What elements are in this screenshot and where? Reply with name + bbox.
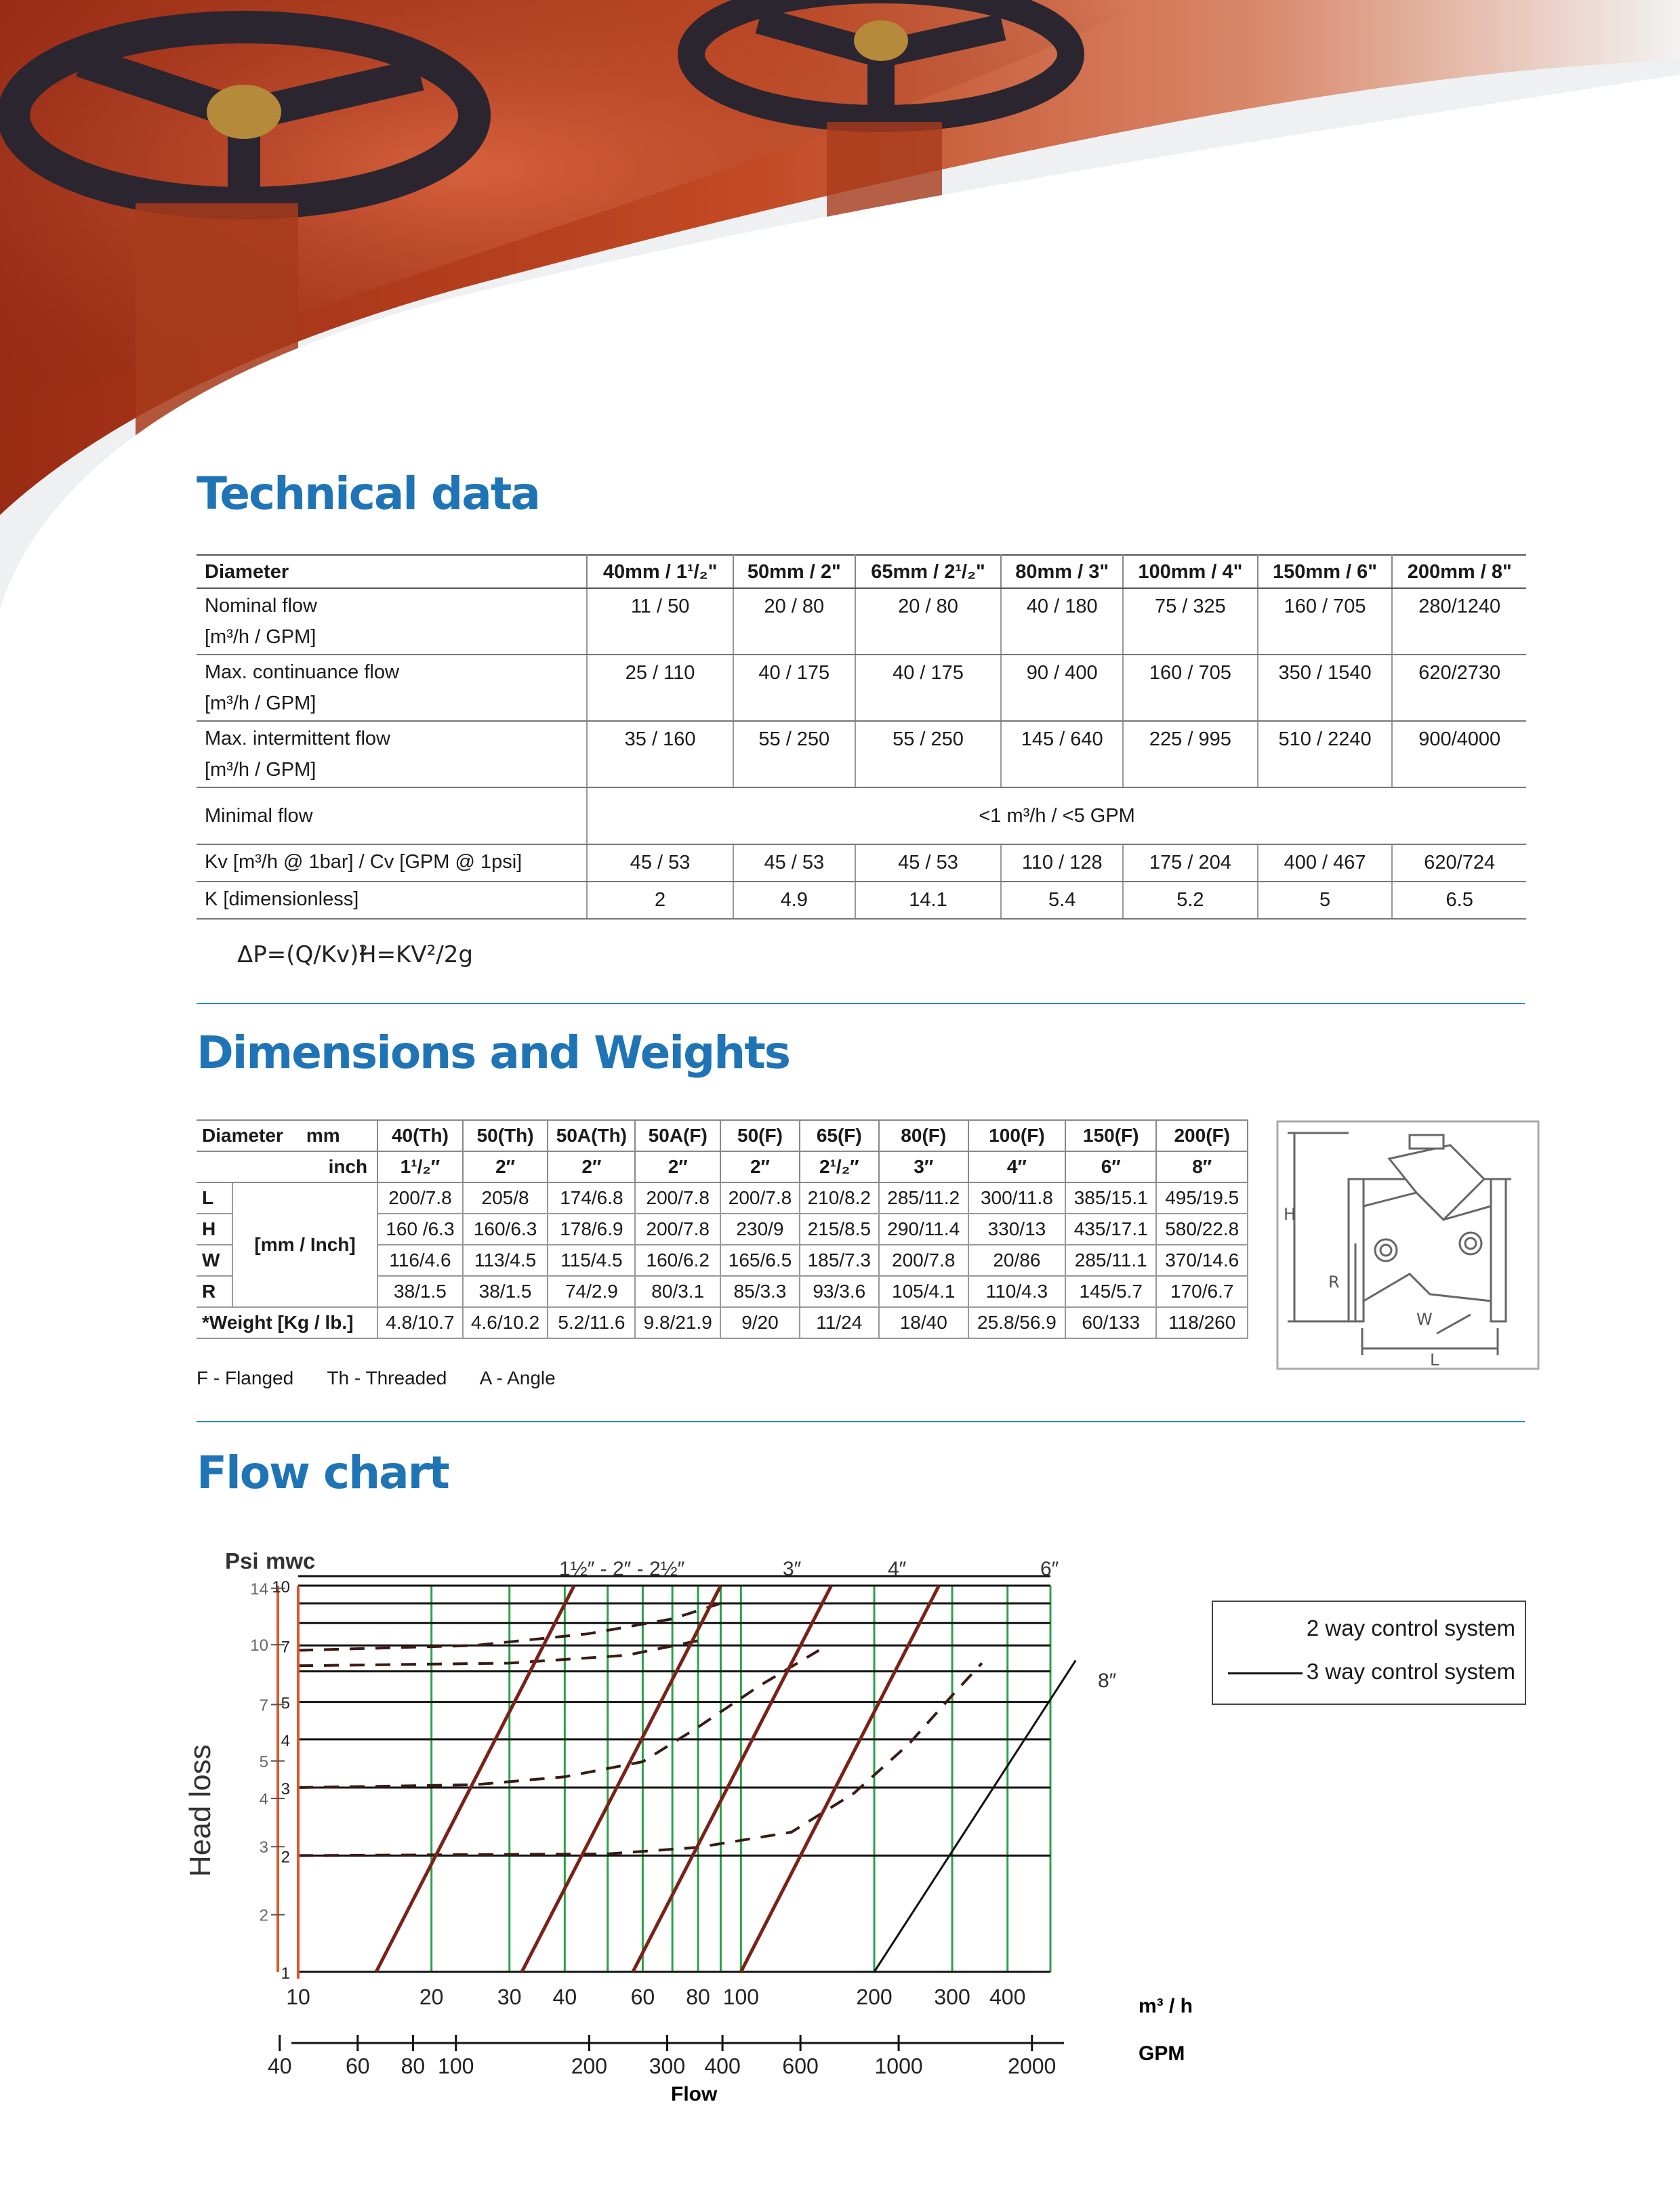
m3h-tick-label: 10 (286, 1985, 310, 2009)
header-cell: 8″ (1156, 1151, 1248, 1182)
table-cell: 116/4.6 (377, 1245, 463, 1276)
table-cell: 160/6.3 (463, 1214, 548, 1245)
row-unit: [m³/h / GPM] (205, 693, 316, 714)
table-cell: 9/20 (720, 1307, 800, 1338)
formula-h: H=KV²/2g (359, 941, 473, 968)
dimension-h-label: H (1284, 1205, 1296, 1224)
table-cell: 620/2730 (1392, 655, 1526, 721)
header-cell: 50mm / 2" (733, 555, 855, 588)
chart-legend (1212, 1601, 1526, 1705)
header-cell: 2″ (463, 1151, 548, 1182)
table-row (197, 588, 1526, 655)
table-cell: 115/4.5 (548, 1245, 635, 1276)
row-label: Max. intermittent flow (205, 728, 390, 749)
table-cell: 4.9 (733, 882, 855, 919)
table-cell: 25 / 110 (587, 655, 733, 721)
table-cell: 38/1.5 (463, 1276, 548, 1307)
header-cell: 2″ (548, 1151, 635, 1182)
table-cell: 45 / 53 (855, 844, 1002, 882)
row-unit: [m³/h / GPM] (205, 759, 316, 781)
table-cell: 185/7.3 (800, 1245, 879, 1276)
technical-data-table (197, 554, 1526, 920)
note-threaded: Th - Threaded (327, 1367, 447, 1388)
table-cell: 620/724 (1392, 844, 1526, 882)
header-cell: 150(F) (1065, 1120, 1156, 1151)
header-cell: 200(F) (1156, 1120, 1248, 1151)
table-cell: 113/4.5 (463, 1245, 548, 1276)
gpm-tick-label: 80 (401, 2054, 426, 2078)
diameter-label: Diameter (202, 1125, 283, 1146)
gpm-tick-label: 1000 (874, 2054, 923, 2078)
header-cell: 200mm / 8" (1392, 555, 1526, 588)
gpm-tick-label: 40 (267, 2054, 292, 2078)
row-label: Max. continuance flow (205, 661, 399, 683)
table-cell: 230/9 (720, 1214, 800, 1245)
header-cell: 50A(F) (635, 1120, 720, 1151)
header-cell: 100(F) (968, 1120, 1065, 1151)
header-cell: 50A(Th) (548, 1120, 635, 1151)
table-cell: 160/6.2 (635, 1245, 720, 1276)
table-cell: 74/2.9 (548, 1276, 635, 1307)
header-cell: 4″ (968, 1151, 1065, 1182)
size-label-small: 1½″ - 2″ - 2½″ (559, 1558, 685, 1580)
dimensions-title: Dimensions and Weights (197, 1027, 790, 1079)
header-cell: 2″ (720, 1151, 800, 1182)
table-cell: 385/15.1 (1065, 1182, 1156, 1214)
table-cell: 5.2/11.6 (548, 1307, 635, 1338)
size-label-3in: 3″ (783, 1558, 802, 1580)
dimension-w-label: W (1416, 1310, 1433, 1329)
table-row (197, 844, 1526, 882)
flow-series-line (633, 1586, 832, 1972)
table-cell: 55 / 250 (733, 721, 855, 787)
table-cell: 6.5 (1392, 882, 1526, 919)
mwc-tick-label: 3 (281, 1780, 290, 1799)
table-cell: 160 /6.3 (377, 1214, 463, 1245)
gpm-tick-label: 600 (782, 2054, 819, 2078)
table-cell: 85/3.3 (720, 1276, 800, 1307)
table-cell: 175 / 204 (1123, 844, 1258, 882)
header-cell: 80mm / 3" (1001, 555, 1123, 588)
table-cell: 495/19.5 (1156, 1182, 1248, 1214)
table-cell: 210/8.2 (800, 1182, 879, 1214)
table-cell: 160 / 705 (1258, 588, 1393, 655)
table-cell: 400 / 467 (1258, 844, 1393, 882)
table-row (197, 882, 1526, 919)
mwc-tick-label: 2 (281, 1848, 290, 1867)
table-cell: 20 / 80 (855, 588, 1002, 655)
row-label: H (197, 1214, 232, 1245)
table-cell: 580/22.8 (1156, 1214, 1248, 1245)
table-cell: 35 / 160 (587, 721, 733, 787)
table-cell: 290/11.4 (879, 1214, 968, 1245)
flow-series-line (874, 1660, 1075, 1972)
header-cell: 2¹/₂″ (800, 1151, 879, 1182)
m3h-tick-label: 60 (630, 1985, 655, 2009)
unit-label: [mm / Inch] (232, 1182, 377, 1307)
row-label: Nominal flow (205, 595, 317, 617)
legend-2-way: 2 way control system (1306, 1615, 1515, 1641)
header-cell: 1¹/₂″ (377, 1151, 463, 1182)
row-label: Kv [m³/h @ 1bar] / Cv [GPM @ 1psi] (197, 844, 587, 882)
m3h-tick-label: 40 (552, 1985, 577, 2009)
three-way-dashed-curve (298, 1663, 982, 1855)
flow-series-line (741, 1586, 939, 1972)
table-cell: 105/4.1 (879, 1276, 968, 1307)
m3h-tick-label: 300 (934, 1985, 970, 2009)
header-cell: 80(F) (879, 1120, 968, 1151)
psi-tick-label: 7 (259, 1696, 268, 1715)
gpm-tick-label: 60 (345, 2054, 370, 2078)
technical-data-title: Technical data (197, 468, 539, 520)
psi-tick-label: 4 (259, 1790, 268, 1809)
m3h-tick-label: 80 (686, 1985, 710, 2009)
flow-series-line (522, 1586, 720, 1972)
table-cell: 200/7.8 (635, 1182, 720, 1214)
psi-tick-label: 10 (250, 1636, 268, 1655)
table-cell: 18/40 (879, 1307, 968, 1338)
table-cell: 200/7.8 (635, 1214, 720, 1245)
header-cell: 40mm / 1¹/₂" (587, 555, 733, 588)
table-cell: 300/11.8 (968, 1182, 1065, 1214)
mwc-tick-label: 5 (281, 1694, 290, 1713)
table-cell: 330/13 (968, 1214, 1065, 1245)
minimal-flow-value: <1 m³/h / <5 GPM (587, 787, 1526, 844)
table-cell: 280/1240 (1392, 588, 1526, 655)
table-cell: 118/260 (1156, 1307, 1248, 1338)
row-label: *Weight [Kg / lb.] (197, 1307, 377, 1338)
table-header-row (197, 1151, 1248, 1182)
flow-chart (183, 1538, 1220, 2114)
table-cell: 225 / 995 (1123, 721, 1258, 787)
table-cell: 40 / 175 (855, 655, 1002, 721)
table-header-row (197, 555, 1526, 588)
header-cell: 65mm / 2¹/₂" (855, 555, 1002, 588)
gpm-tick-label: 100 (438, 2054, 474, 2078)
mwc-tick-label: 1 (281, 1964, 290, 1983)
row-label: Minimal flow (197, 787, 587, 844)
psi-tick-label: 5 (259, 1752, 268, 1771)
gpm-tick-label: 400 (704, 2054, 741, 2078)
table-cell: 110 / 128 (1001, 844, 1123, 882)
table-row (197, 1307, 1248, 1338)
table-cell: 160 / 705 (1123, 655, 1258, 721)
table-cell: 200/7.8 (720, 1182, 800, 1214)
table-cell: 80/3.1 (635, 1276, 720, 1307)
row-label: R (197, 1276, 232, 1307)
header-cell: 40(Th) (377, 1120, 463, 1151)
table-cell: 145/5.7 (1065, 1276, 1156, 1307)
header-cell: 2″ (635, 1151, 720, 1182)
mwc-label: mwc (266, 1548, 316, 1573)
table-cell: 5.2 (1123, 882, 1258, 919)
flow-chart-title: Flow chart (197, 1447, 449, 1499)
header-cell: 50(F) (720, 1120, 800, 1151)
table-cell: 14.1 (855, 882, 1002, 919)
valve-dimension-drawing (1274, 1118, 1545, 1376)
mwc-tick-label: 10 (272, 1578, 290, 1596)
mm-label: mm (306, 1125, 340, 1146)
row-label: L (197, 1182, 232, 1214)
dimension-l-label: L (1430, 1350, 1439, 1369)
x-axis-label: Flow (671, 2083, 718, 2105)
size-label-4in: 4″ (888, 1558, 907, 1580)
table-cell: 370/14.6 (1156, 1245, 1248, 1276)
gpm-tick-label: 300 (649, 2054, 686, 2078)
table-cell: 170/6.7 (1156, 1276, 1248, 1307)
table-cell: 4.6/10.2 (463, 1307, 548, 1338)
header-cell: 150mm / 6" (1258, 555, 1393, 588)
inch-label: inch (197, 1151, 377, 1182)
table-cell: 40 / 175 (733, 655, 855, 721)
y-axis-label: Head loss (184, 1744, 217, 1877)
table-row (197, 1182, 1248, 1214)
table-cell: 11 / 50 (587, 588, 733, 655)
gpm-unit: GPM (1139, 2042, 1185, 2065)
table-cell: 174/6.8 (548, 1182, 635, 1214)
mwc-tick-label: 7 (281, 1638, 290, 1657)
table-cell: 285/11.1 (1065, 1245, 1156, 1276)
abbreviation-notes (197, 1367, 584, 1389)
table-cell: 25.8/56.9 (968, 1307, 1065, 1338)
table-row (197, 721, 1526, 787)
table-row (197, 655, 1526, 721)
table-cell: 200/7.8 (377, 1182, 463, 1214)
table-cell: 20 / 80 (733, 588, 855, 655)
table-cell: 40 / 180 (1001, 588, 1123, 655)
table-cell: 38/1.5 (377, 1276, 463, 1307)
psi-tick-label: 3 (259, 1838, 268, 1857)
table-header-row (197, 1120, 1248, 1151)
table-cell: 205/8 (463, 1182, 548, 1214)
header-cell: 100mm / 4" (1123, 555, 1258, 588)
table-cell: 20/86 (968, 1245, 1065, 1276)
table-cell: 435/17.1 (1065, 1214, 1156, 1245)
m3h-tick-label: 200 (856, 1985, 893, 2009)
legend-line-icon (1228, 1672, 1303, 1674)
table-cell: 145 / 640 (1001, 721, 1123, 787)
psi-label: Psi (225, 1548, 259, 1573)
gpm-tick-label: 200 (571, 2054, 608, 2078)
table-cell: 510 / 2240 (1258, 721, 1393, 787)
row-label: W (197, 1245, 232, 1276)
table-cell: 11/24 (800, 1307, 879, 1338)
table-cell: 9.8/21.9 (635, 1307, 720, 1338)
row-label: K [dimensionless] (197, 882, 587, 919)
table-cell: 55 / 250 (855, 721, 1002, 787)
table-cell: 45 / 53 (733, 844, 855, 882)
table-cell: 75 / 325 (1123, 588, 1258, 655)
size-label-6in: 6″ (1040, 1558, 1059, 1580)
table-cell: 45 / 53 (587, 844, 733, 882)
size-label-8in: 8″ (1098, 1670, 1117, 1692)
table-cell: 5 (1258, 882, 1393, 919)
m3h-tick-label: 100 (722, 1985, 760, 2009)
gpm-tick-label: 2000 (1008, 2054, 1057, 2078)
table-cell: 60/133 (1065, 1307, 1156, 1338)
table-cell: 90 / 400 (1001, 655, 1123, 721)
formula-delta-p: ΔP=(Q/Kv)² (237, 941, 369, 968)
table-cell: 165/6.5 (720, 1245, 800, 1276)
table-cell: 110/4.3 (968, 1276, 1065, 1307)
header-cell: 65(F) (800, 1120, 879, 1151)
section-divider (197, 1003, 1525, 1004)
section-divider (197, 1421, 1525, 1422)
dimension-r-label: R (1328, 1273, 1340, 1292)
m3h-tick-label: 400 (989, 1985, 1026, 2009)
header-cell: Diameter (197, 555, 587, 588)
table-cell: 215/8.5 (800, 1214, 879, 1245)
psi-tick-label: 14 (250, 1580, 268, 1598)
m3h-tick-label: 20 (419, 1985, 444, 2009)
note-angle: A - Angle (479, 1367, 556, 1388)
header-cell: 50(Th) (463, 1120, 548, 1151)
table-cell: 900/4000 (1392, 721, 1526, 787)
mwc-tick-label: 4 (281, 1731, 290, 1750)
table-cell: 5.4 (1001, 882, 1123, 919)
header-cell: 3″ (879, 1151, 968, 1182)
legend-3-way: 3 way control system (1306, 1659, 1515, 1684)
table-cell: 285/11.2 (879, 1182, 968, 1214)
dimensions-table (197, 1119, 1248, 1339)
head-loss-formula (230, 923, 515, 984)
m3h-tick-label: 30 (497, 1985, 522, 2009)
table-cell: 2 (587, 882, 733, 919)
table-row (197, 787, 1526, 844)
table-cell: 350 / 1540 (1258, 655, 1393, 721)
table-cell: 93/3.6 (800, 1276, 879, 1307)
note-flanged: F - Flanged (197, 1367, 294, 1388)
header-cell: 6″ (1065, 1151, 1156, 1182)
row-unit: [m³/h / GPM] (205, 626, 316, 648)
table-cell: 4.8/10.7 (377, 1307, 463, 1338)
table-cell: 178/6.9 (548, 1214, 635, 1245)
psi-tick-label: 2 (259, 1906, 268, 1925)
table-cell: 200/7.8 (879, 1245, 968, 1276)
m3h-unit: m³ / h (1139, 1995, 1193, 2017)
